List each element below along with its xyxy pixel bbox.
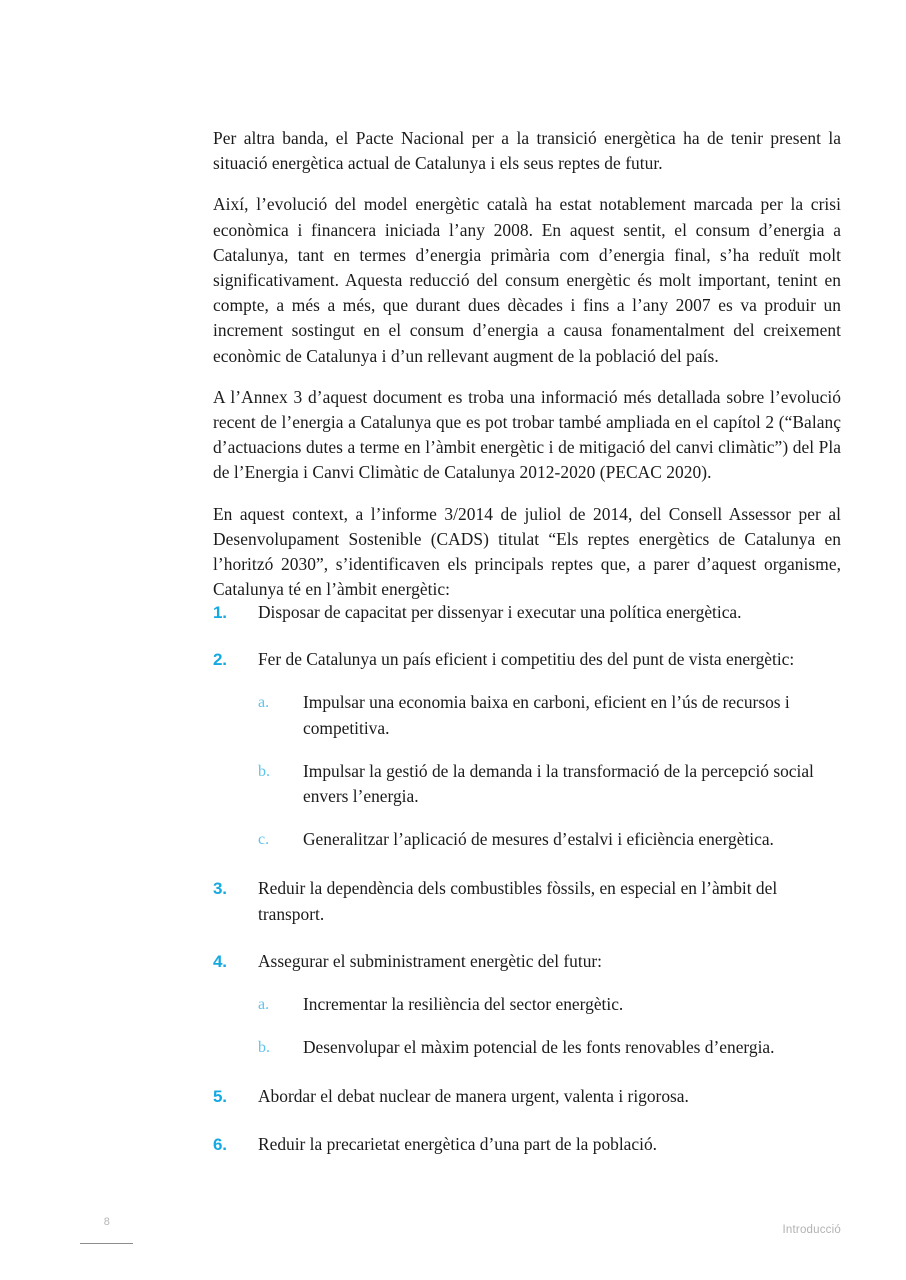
list-item-body bbox=[258, 1084, 841, 1109]
sub-list bbox=[258, 690, 841, 852]
list-item-body bbox=[258, 647, 841, 854]
sub-list-item bbox=[258, 992, 841, 1017]
sub-list-item-text: Incrementar la resiliència del sector energètic. bbox=[303, 994, 624, 1015]
sub-list-item-marker: a. bbox=[258, 996, 270, 1014]
list-item bbox=[213, 600, 841, 625]
paragraph: A l’Annex 3 d’aquest document es troba una informació més detallada sobre l’evolució recent de l’energia a Catalunya que es pot trobar també ampliada en el capítol 2 (“Balanç d’actuacions dutes a terme en l’àmbit energètic i de mitigació del canvi climàtic”) del Pla de l’Energia i Canvi Climàtic de Catalunya 2012-2020 (PECAC 2020). bbox=[213, 386, 841, 483]
list-item-body bbox=[258, 949, 841, 1063]
paragraph: Per altra banda, el Pacte Nacional per a la transició energètica ha de tenir present la situació energètica actual de Catalunya i els seus reptes de futur. bbox=[213, 128, 841, 174]
challenges-list bbox=[213, 600, 841, 1157]
list-item-text: Reduir la precarietat energètica d’una part de la població. bbox=[258, 1133, 657, 1154]
paragraph: Així, l’evolució del model energètic català ha estat notablement marcada per la crisi econòmica i financera iniciada l’any 2008. En aquest sentit, el consum d’energia a Catalunya, tant en termes d’energia primària com d’energia final, s’ha reduït molt significativament. Aquesta reducció del consum energètic és molt important, tenint en compte, a més a més, que durant dues dècades i fins a l’any 2007 es va produir un increment sostingut en el consum d’energia a causa fonamentalment del creixement econòmic de Catalunya i d’un rellevant augment de la població del país. bbox=[213, 194, 841, 366]
list-item-text: Assegurar el subministrament energètic del futur: bbox=[258, 950, 603, 971]
list-item bbox=[213, 1132, 841, 1157]
sub-list-item bbox=[258, 759, 841, 809]
sub-list-item bbox=[258, 1035, 841, 1060]
sub-list-item-text: Desenvolupar el màxim potencial de les fonts renovables d’energia. bbox=[303, 1037, 775, 1058]
page-number: 8 bbox=[103, 1216, 111, 1228]
list-item bbox=[213, 876, 841, 926]
list-item-marker: 1. bbox=[213, 603, 227, 622]
sub-list-item-text: Impulsar la gestió de la demanda i la transformació de la percepció social envers l’energia. bbox=[303, 760, 814, 807]
footer-divider bbox=[80, 1243, 133, 1244]
list-item bbox=[213, 1084, 841, 1109]
sub-list-item-text: Impulsar una economia baixa en carboni, eficient en l’ús de recursos i competitiva. bbox=[303, 692, 790, 738]
list-item-body bbox=[258, 1132, 841, 1157]
sub-list bbox=[258, 992, 841, 1060]
list-item-text: Fer de Catalunya un país eficient i competitiu des del punt de vista energètic: bbox=[258, 649, 795, 670]
list-item-body bbox=[258, 600, 841, 625]
list-item bbox=[213, 949, 841, 1063]
paragraph: En aquest context, a l’informe 3/2014 de juliol de 2014, del Consell Assessor per al Desenvolupament Sostenible (CADS) titulat “Els reptes energètics de Catalunya en l’horitzó 2030”, s’identificaven els principals reptes que, a parer d’aquest organisme, Catalunya té en l’àmbit energètic: bbox=[213, 503, 841, 600]
sub-list-item bbox=[258, 827, 841, 852]
list-item bbox=[213, 647, 841, 854]
list-item-body bbox=[258, 876, 841, 926]
list-item-text: Disposar de capacitat per dissenyar i executar una política energètica. bbox=[258, 602, 742, 622]
body-text-column bbox=[213, 126, 841, 602]
sub-list-item-marker: b. bbox=[258, 762, 270, 780]
footer-section-label: Introducció bbox=[782, 1224, 841, 1236]
sub-list-item-marker: c. bbox=[258, 831, 270, 849]
list-item-marker: 5. bbox=[213, 1087, 227, 1107]
list-item-marker: 6. bbox=[213, 1134, 227, 1154]
sub-list-item-marker: b. bbox=[258, 1039, 270, 1057]
list-item-text: Reduir la dependència dels combustibles fòssils, en especial en l’àmbit del transport. bbox=[258, 878, 778, 924]
sub-list-item-marker: a. bbox=[258, 694, 270, 712]
list-item-marker: 3. bbox=[213, 879, 227, 899]
list-item-marker: 4. bbox=[213, 951, 227, 971]
list-item-marker: 2. bbox=[213, 650, 227, 670]
sub-list-item bbox=[258, 690, 841, 740]
sub-list-item-text: Generalitzar l’aplicació de mesures d’estalvi i eficiència energètica. bbox=[303, 829, 774, 850]
list-item-text: Abordar el debat nuclear de manera urgent, valenta i rigorosa. bbox=[258, 1086, 689, 1107]
